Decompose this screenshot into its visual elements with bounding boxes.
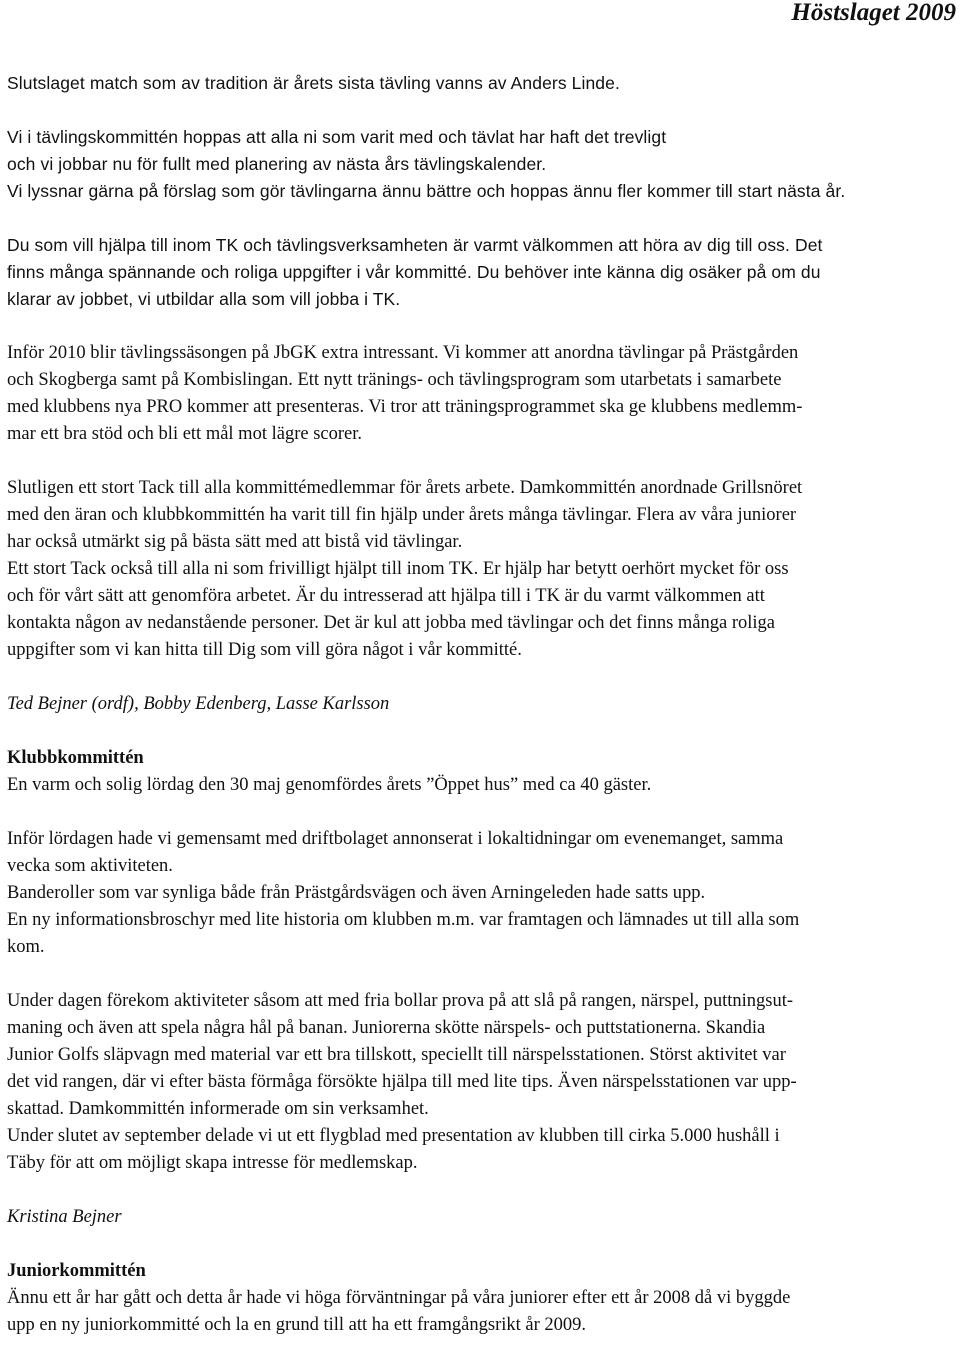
klubb-paragraph-2	[7, 826, 955, 961]
text-line: skattad. Damkommittén informerade om sin verksamhet.	[7, 1099, 429, 1119]
text-line: Täby för att om möjligt skapa intresse för medlemskap.	[7, 1153, 418, 1173]
text-line: finns många spännande och roliga uppgifter i vår kommitté. Du behöver inte känna dig osäker på om du	[7, 262, 821, 282]
text-line: Inför 2010 blir tävlingssäsongen på JbGK extra intressant. Vi kommer att anordna tävlingar på Prästgården	[7, 343, 799, 363]
text-line: vecka som aktiviteten.	[7, 856, 173, 876]
text-line: och för vårt sätt att genomföra arbetet. Är du intresserad att hjälpa till i TK är du varmt välkommen att	[7, 586, 765, 606]
text-line: Under dagen förekom aktiviteter såsom att med fria bollar prova på att slå på rangen, närspel, puttningsut-	[7, 991, 793, 1011]
text-line: Ett stort Tack också till alla ni som frivilligt hjälpt till inom TK. Er hjälp har betytt oerhört mycket för oss	[7, 559, 789, 579]
text-line: det vid rangen, där vi efter bästa förmåga försökte hjälpa till med lite tips. Även närspelsstationen var upp-	[7, 1072, 797, 1092]
text-line: Ännu ett år har gått och detta år hade vi höga förväntningar på våra juniorer efter ett år 2008 då vi byggde	[7, 1288, 791, 1308]
text-line: Inför lördagen hade vi gemensamt med driftbolaget annonserat i lokaltidningar om evenemanget, samma	[7, 829, 784, 849]
text-line: kom.	[7, 937, 45, 957]
klubb-paragraph-3	[7, 988, 955, 1177]
text-line: uppgifter som vi kan hitta till Dig som vill göra något i vår kommitté.	[7, 640, 522, 660]
text-line: Slutligen ett stort Tack till alla kommittémedlemmar för årets arbete. Damkommittén anordnade Grillsnöret	[7, 478, 803, 498]
tk-paragraph-2	[7, 124, 955, 205]
text-line: Under slutet av september delade vi ut ett flygblad med presentation av klubben till cirka 5.000 hushåll i	[7, 1126, 780, 1146]
text-line: Vi i tävlingskommittén hoppas att alla ni som varit med och tävlat har haft det trevligt	[7, 127, 667, 147]
tk-paragraph-4	[7, 340, 955, 448]
text-line: med den äran och klubbkommittén ha varit till fin hjälp under årets många tävlingar. Flera av våra juniorer	[7, 505, 797, 525]
tk-paragraph-1	[7, 70, 955, 97]
text-line: En ny informationsbroschyr med lite historia om klubben m.m. var framtagen och lämnades ut till alla som	[7, 910, 800, 930]
text-line: Slutslaget match som av tradition är årets sista tävling vanns av Anders Linde.	[7, 73, 620, 93]
text-line: med klubbens nya PRO kommer att presenteras. Vi tror att träningsprogrammet ska ge klubbens medlemm-	[7, 397, 803, 417]
tk-signature: Ted Bejner (ordf), Bobby Edenberg, Lasse Karlsson	[7, 694, 390, 714]
tk-paragraph-5	[7, 475, 955, 664]
page-header-title: Höstslaget 2009	[791, 0, 956, 26]
text-line: Banderoller som var synliga både från Prästgårdsvägen och även Arningeleden hade satts upp.	[7, 883, 706, 903]
text-line: maning och även att spela några hål på banan. Juniorerna skötte närspels- och puttstationerna. Skandia	[7, 1018, 766, 1038]
text-line: och Skogberga samt på Kombislingan. Ett nytt tränings- och tävlingsprogram som utarbetats i samarbete	[7, 370, 782, 390]
text-line: Du som vill hjälpa till inom TK och tävlingsverksamheten är varmt välkommen att höra av dig till oss. Det	[7, 235, 823, 255]
text-line: har också utmärkt sig på bästa sätt med att bistå vid tävlingar.	[7, 532, 463, 552]
junior-paragraph-1	[7, 1285, 955, 1339]
junior-heading: Juniorkommittén	[7, 1261, 146, 1281]
text-line: En varm och solig lördag den 30 maj genomfördes årets ”Öppet hus” med ca 40 gäster.	[7, 775, 652, 795]
text-line: Vi lyssnar gärna på förslag som gör tävlingarna ännu bättre och hoppas ännu fler kommer till start nästa år.	[7, 181, 846, 201]
klubb-paragraph-1	[7, 772, 955, 799]
text-line: mar ett bra stöd och bli ett mål mot lägre scorer.	[7, 424, 362, 444]
tk-paragraph-3	[7, 232, 955, 313]
klubb-signature: Kristina Bejner	[7, 1207, 122, 1227]
text-line: och vi jobbar nu för fullt med planering av nästa års tävlingskalender.	[7, 154, 547, 174]
text-line: Junior Golfs släpvagn med material var ett bra tillskott, speciellt till närspelsstationen. Störst aktivitet var	[7, 1045, 786, 1065]
text-line: upp en ny juniorkommitté och la en grund till att ha ett framgångsrikt år 2009.	[7, 1315, 587, 1335]
klubb-heading: Klubbkommittén	[7, 748, 144, 768]
text-line: kontakta någon av nedanstående personer. Det är kul att jobba med tävlingar och det finns många roliga	[7, 613, 776, 633]
article-body	[7, 70, 955, 1366]
text-line: klarar av jobbet, vi utbildar alla som vill jobba i TK.	[7, 289, 401, 309]
